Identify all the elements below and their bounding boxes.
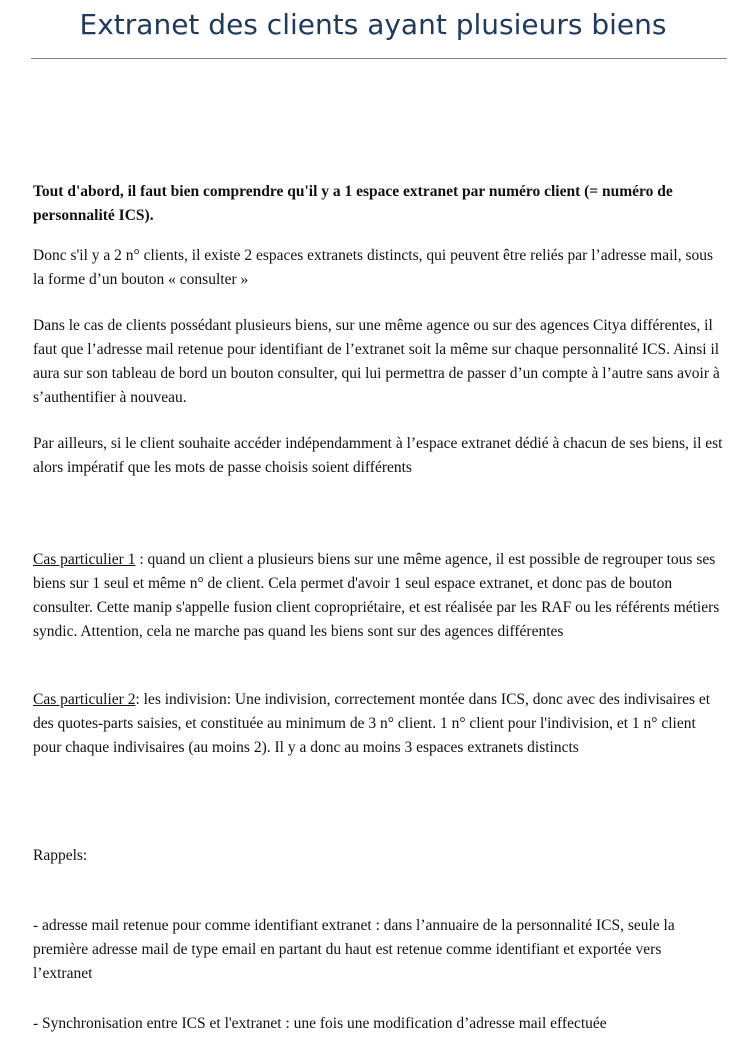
page-title: Extranet des clients ayant plusieurs biens bbox=[79, 8, 667, 41]
paragraph-passwords: Par ailleurs, si le client souhaite accéder indépendamment à l’espace extranet dédié à chacun de ses biens, il est alors impératif que les mots de passe choisis soient différents bbox=[33, 435, 723, 476]
special-case-2-text: : les indivision: Une indivision, correctement montée dans ICS, donc avec des indivisaires et des quotes-parts saisies, et constituée au minimum de 3 n° client. 1 n° client pour l'indivision, et 1 n° client pour chaque indivisaires (au moins 2). Il y a donc au moins 3 espaces extranets distincts bbox=[33, 691, 711, 756]
special-case-1-label: Cas particulier 1 bbox=[33, 551, 136, 568]
special-case-1-text: : quand un client a plusieurs biens sur une même agence, il est possible de regrouper tous ses biens sur 1 seul et même n° de client. Cela permet d'avoir 1 seul espace extranet, et donc pas de bouton consulter. Cette manip s'appelle fusion client copropriétaire, et est réalisée par les RAF ou les référents métiers syndic. Attention, cela ne marche pas quand les biens sont sur des agences différentes bbox=[33, 551, 720, 640]
paragraph-special-case-1 bbox=[33, 548, 723, 644]
special-case-2-label: Cas particulier 2 bbox=[33, 691, 136, 708]
rappel-email-identifier: - adresse mail retenue pour comme identifiant extranet : dans l’annuaire de la personnalité ICS, seule la première adresse mail de type email en partant du haut est retenue comme identifiant et exportée vers l’extranet bbox=[33, 917, 675, 982]
paragraph-multiple-properties: Dans le cas de clients possédant plusieurs biens, sur une même agence ou sur des agences Citya différentes, il faut que l’adresse mail retenue pour identifiant de l’extranet soit la même sur chaque personnalité ICS. Ainsi il aura sur son tableau de bord un bouton consulter, qui lui permettra de passer d’un compte à l’autre sans avoir à s’authentifier à nouveau. bbox=[33, 317, 720, 406]
title-divider bbox=[31, 58, 727, 59]
paragraph-special-case-2 bbox=[33, 688, 723, 760]
paragraph-client-numbers: Donc s'il y a 2 n° clients, il existe 2 espaces extranets distincts, qui peuvent être reliés par l’adresse mail, sous la forme d’un bouton « consulter » bbox=[33, 247, 714, 288]
rappels-heading: Rappels: bbox=[33, 847, 88, 864]
rappel-synchronisation: - Synchronisation entre ICS et l'extranet : une fois une modification d’adresse mail effectuée bbox=[33, 1015, 607, 1032]
intro-paragraph: Tout d'abord, il faut bien comprendre qu'il y a 1 espace extranet par numéro client (= numéro de personnalité ICS). bbox=[33, 183, 673, 224]
